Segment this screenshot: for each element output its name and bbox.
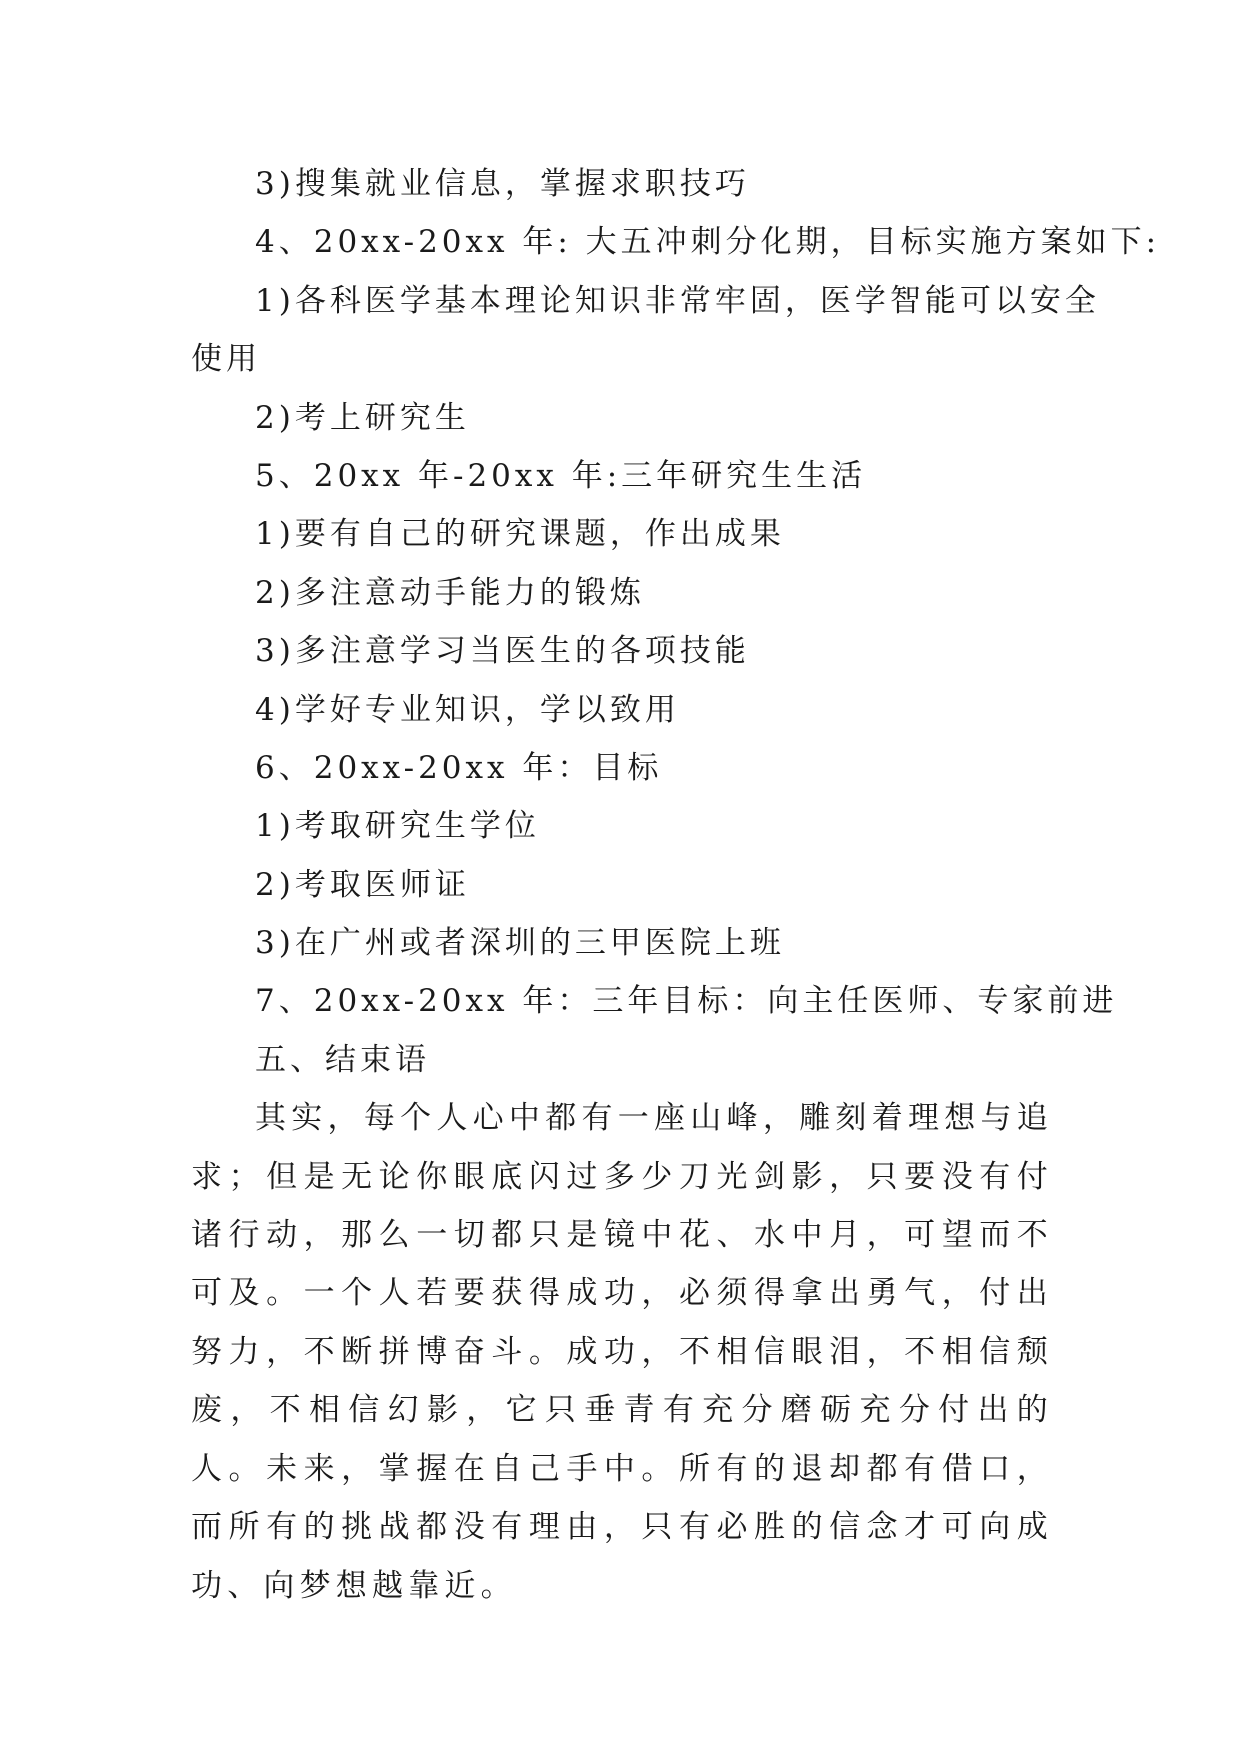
heading-stage-6: 6、20xx-20xx 年：目标 bbox=[255, 749, 663, 786]
list-item-medical-theory-continued: 使用 bbox=[191, 341, 261, 378]
list-item-collect-job-info: 3)搜集就业信息，掌握求职技巧 bbox=[255, 166, 750, 202]
heading-stage-5: 5、20xx 年-20xx 年:三年研究生生活 bbox=[255, 457, 867, 494]
list-item-doctor-skills: 3)多注意学习当医生的各项技能 bbox=[255, 633, 750, 670]
list-item-hospital-job: 3)在广州或者深圳的三甲医院上班 bbox=[255, 925, 785, 962]
section-heading-conclusion: 五、结束语 bbox=[255, 1041, 430, 1078]
list-item-graduate-exam: 2)考上研究生 bbox=[255, 399, 470, 436]
list-item-hands-on-ability: 2)多注意动手能力的锻炼 bbox=[255, 574, 645, 611]
heading-stage-4: 4、20xx-20xx 年: 大五冲刺分化期，目标实施方案如下: bbox=[255, 224, 1161, 261]
document-body bbox=[191, 155, 1161, 1615]
list-item-professional-knowledge: 4)学好专业知识，学以致用 bbox=[255, 691, 680, 728]
list-item-research-topic: 1)要有自己的研究课题，作出成果 bbox=[255, 516, 785, 553]
heading-stage-7: 7、20xx-20xx 年：三年目标：向主任医师、专家前进 bbox=[255, 983, 1118, 1020]
closing-paragraph: 其实，每个人心中都有一座山峰，雕刻着理想与追求；但是无论你眼底闪过多少刀光剑影，只要没有付诸行动，那么一切都只是镜中花、水中月，可望而不可及。一个人若要获得成功，必须得拿出勇气，付出努力，不断拼博奋斗。成功，不相信眼泪，不相信颓废，不相信幻影，它只垂青有充分磨砺充分付出的人。未来，掌握在自己手中。所有的退却都有借口，而所有的挑战都没有理由，只有必胜的信念才可向成功、向梦想越靠近。 bbox=[191, 1100, 1053, 1604]
list-item-graduate-degree: 1)考取研究生学位 bbox=[255, 808, 540, 845]
list-item-medical-theory: 1)各科医学基本理论知识非常牢固，医学智能可以安全 bbox=[255, 282, 1100, 319]
list-item-physician-license: 2)考取医师证 bbox=[255, 866, 470, 903]
